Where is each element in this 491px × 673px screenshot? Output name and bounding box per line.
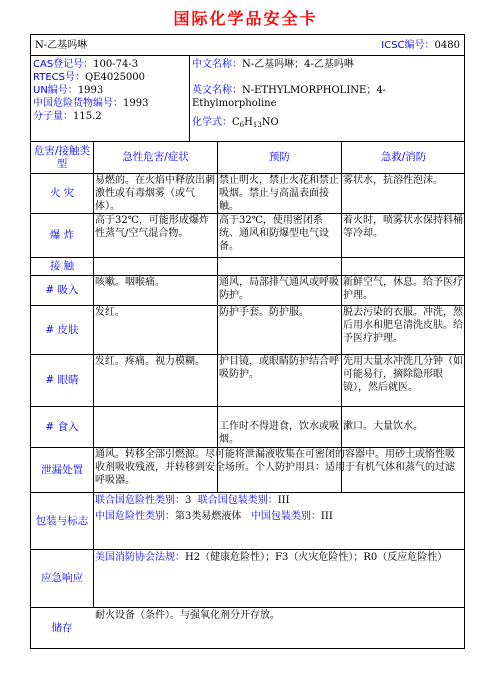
cas-label: CAS登记号： xyxy=(33,59,94,70)
row-label-skin: # 皮肤 xyxy=(45,323,79,336)
en-name-value-1: N-ETHYLMORPHOLINE；4- xyxy=(242,85,387,96)
icsc-value: 0480 xyxy=(434,40,460,51)
safety-card-sheet xyxy=(30,34,465,649)
ingestion-prevention: 工作时不得进食，饮水或吸烟。 xyxy=(219,421,339,445)
chemical-formula: $C_6H_{13}NO$ xyxy=(232,117,279,129)
cn-danger-value: 1993 xyxy=(123,98,149,109)
skin-acute: 发红。 xyxy=(95,307,125,318)
storage-text: 耐火设备（条件）。与强氧化剂分开存放。 xyxy=(95,610,280,621)
explosion-firstaid: 着火时，喷雾状水保持料桶等冷却。 xyxy=(343,215,463,239)
row-label-fire: 火 灾 xyxy=(49,187,75,199)
en-name-value-2: Ethylmorpholine xyxy=(192,98,277,109)
chemical-name: N-乙基吗啉 xyxy=(35,40,88,51)
eyes-firstaid: 先用大量水冲洗几分钟（如可能易行，摘除隐形眼镜），然后就医。 xyxy=(343,356,463,393)
row-label-emergency: 应急响应 xyxy=(41,572,83,584)
cn-danger-label: 中国危险货物编号： xyxy=(33,98,123,109)
un-label: UN编号： xyxy=(33,85,78,96)
un-class-value: 3 xyxy=(185,495,192,506)
fire-prevention: 禁止明火，禁止火花和禁止吸烟。禁止与高温表面接触。 xyxy=(219,175,339,212)
row-label-explosion: 爆 炸 xyxy=(49,229,75,241)
row-label-ingestion: # 食入 xyxy=(45,420,79,433)
un-pack-label: 联合国包装类别： xyxy=(197,495,278,506)
skin-firstaid: 脱去污染的衣服。冲洗，然后用水和肥皂清洗皮肤。给予医疗护理。 xyxy=(343,307,463,344)
un-class-label: 联合国危险性类别： xyxy=(95,495,185,506)
header-firstaid: 急救/消防 xyxy=(380,151,427,163)
en-name-label: 英文名称： xyxy=(192,85,242,96)
cn-name-label: 中文名称： xyxy=(192,59,242,70)
skin-prevention: 防护手套。防护服。 xyxy=(219,307,309,318)
row-label-inhalation: # 吸入 xyxy=(45,284,79,296)
eyes-prevention: 护目镜，或眼睛防护结合呼吸防护。 xyxy=(219,356,339,380)
row-label-storage: 储存 xyxy=(51,621,73,634)
mw-label: 分子量： xyxy=(33,111,73,122)
icsc-label: ICSC编号： xyxy=(381,40,435,51)
cas-value: 100-74-3 xyxy=(93,59,139,70)
inhalation-prevention: 通风，局部排气通风或呼吸防护。 xyxy=(219,277,339,301)
cn-name-value: N-乙基吗啉；4-乙基吗啉 xyxy=(242,59,354,70)
eyes-acute: 发红。疼痛。视力模糊。 xyxy=(95,356,205,367)
row-label-spill: 泄漏处置 xyxy=(41,463,83,476)
row-label-contact: 接 触 xyxy=(49,260,75,272)
un-value: 1993 xyxy=(77,85,104,96)
fire-acute: 易燃的。在火焰中释放出刺激性或有毒烟雾（或气体）。 xyxy=(95,175,215,212)
spill-text: 通风。转移全部引燃源。尽可能将泄漏液收集在可密闭的容器中。用砂土或惰性吸收剂吸收残液，并转移到安全场所。个人防护用具：适用于有机气体和蒸气的过滤呼吸器。 xyxy=(95,449,455,486)
cn-pack-value: III xyxy=(320,511,333,522)
fire-firstaid: 雾状水，抗溶性泡沫。 xyxy=(343,175,443,186)
nfpa-label: 美国消防协会法规： xyxy=(95,552,185,563)
ingestion-firstaid: 漱口。大量饮水。 xyxy=(343,421,423,432)
cn-class-value: 第3类易燃液体 xyxy=(175,511,242,522)
mw-value: 115.2 xyxy=(73,111,102,122)
header-type: 危害/接触类型 xyxy=(33,144,91,170)
inhalation-acute: 咳嗽。咽喉痛。 xyxy=(95,277,165,288)
row-label-eyes: # 眼睛 xyxy=(45,374,79,386)
rtecs-label: RTECS号： xyxy=(33,72,85,83)
row-label-packaging: 包装与标志 xyxy=(35,514,89,527)
formula-label: 化学式： xyxy=(192,117,232,128)
rtecs-value: QE4025000 xyxy=(84,72,146,83)
explosion-acute: 高于32℃，可能形成爆炸性蒸气/空气混合物。 xyxy=(95,215,209,239)
nfpa-value: H2（健康危险性）；F3（火灾危险性）；R0（反应危险性） xyxy=(185,552,448,563)
cn-class-label: 中国危险性类别： xyxy=(95,511,175,522)
explosion-prevention: 高于32℃，使用密闭系统、通风和防爆型电气设备。 xyxy=(219,215,329,252)
inhalation-firstaid: 新鲜空气，休息。给予医疗护理。 xyxy=(343,277,463,301)
cn-pack-label: 中国包装类别： xyxy=(250,511,321,522)
header-acute: 急性危害/症状 xyxy=(122,151,189,163)
header-prevention: 预防 xyxy=(269,151,290,163)
un-pack-value: III xyxy=(277,495,290,506)
card-title: 国际化学品安全卡 xyxy=(173,9,318,28)
